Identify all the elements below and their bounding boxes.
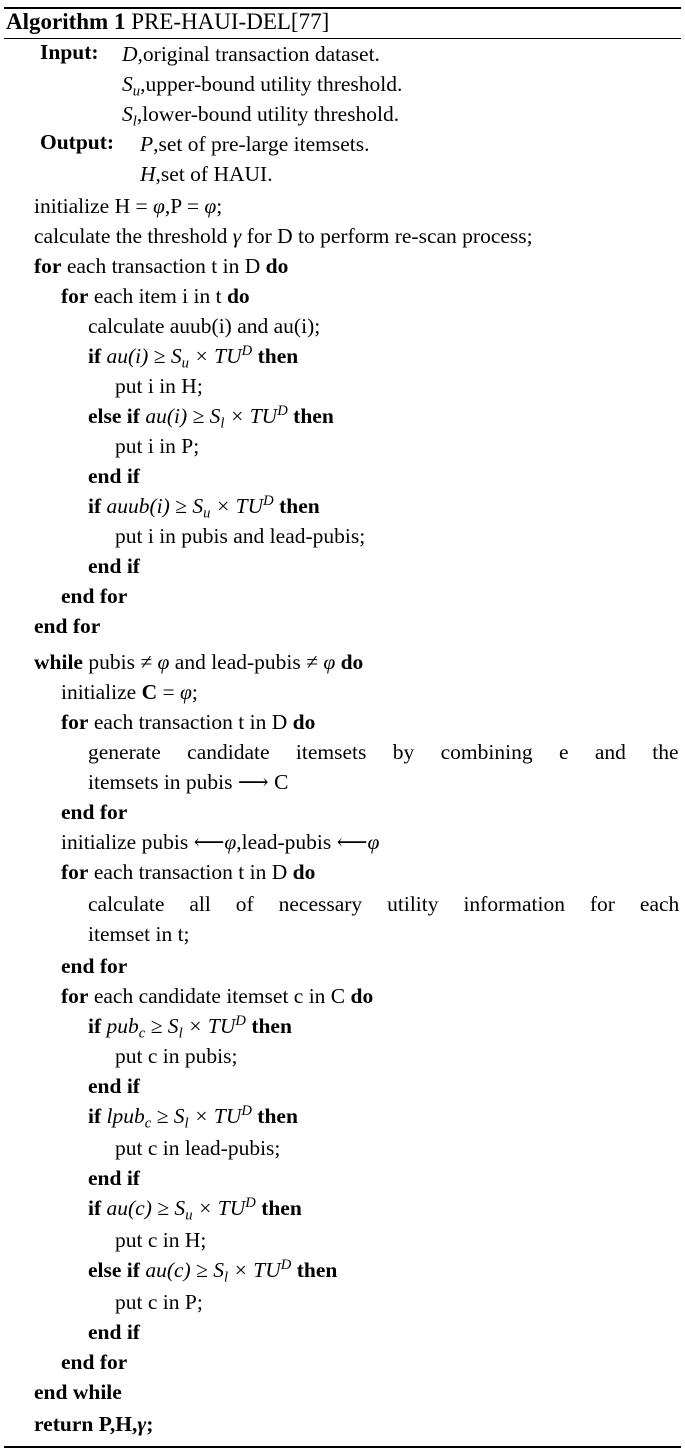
line-end-if-4: end if <box>88 1166 140 1190</box>
line-elseif-au-lower: else if $au(i) \ge S_l \times TU^D$ then <box>88 402 334 432</box>
line-end-if-2: end if <box>88 554 140 578</box>
algorithm-label: Algorithm 1 <box>6 9 126 34</box>
bottom-rule <box>4 1446 681 1448</box>
line-put-c-in-lead-pubis: put c in lead-pubis; <box>115 1136 281 1160</box>
line-put-c-in-h: put c in H; <box>115 1228 207 1252</box>
line-elseif-au-c-lower: else if $au(c) \ge S_l \times TU^D$ then <box>88 1256 338 1286</box>
line-initialize-h-p: initialize H = φ,P = φ; <box>34 194 223 218</box>
line-itemset-in-t: itemset in t; <box>88 922 190 946</box>
input-item-lower-threshold: $S_l,lower$-bound utility threshold. <box>122 102 400 130</box>
line-end-for-transaction: end for <box>34 614 101 638</box>
line-end-for-4: end for <box>61 954 128 978</box>
line-if-lpub: if lpub$_c$ ≥ $S_l \times TU^D$ then <box>88 1102 298 1132</box>
algorithm-caption <box>6 9 329 35</box>
line-initialize-pubis: initialize pubis ⟵φ,lead-pubis ⟵φ <box>61 830 380 854</box>
algorithm-name: PRE-HAUI-DEL[77] <box>131 9 330 34</box>
line-calculate-utility: calculate all of necessary utility information for each <box>88 892 680 916</box>
line-generate-candidates: generate candidate itemsets by combining e and the <box>88 740 679 764</box>
input-item-upper-threshold: $S_u,upper$-bound utility threshold. <box>122 72 403 100</box>
line-end-for-5: end for <box>61 1350 128 1374</box>
line-itemsets-in-pubis: itemsets in pubis ⟶ C <box>88 770 289 794</box>
caption-rule <box>4 38 681 39</box>
line-while: while pubis ≠ φ and lead-pubis ≠ φ do <box>34 650 364 674</box>
line-for-transaction-2: for each transaction t in D do <box>61 710 316 734</box>
line-for-item: for each item i in t do <box>61 284 250 308</box>
output-label: Output: <box>40 130 115 154</box>
line-put-i-in-pubis: put i in pubis and lead-pubis; <box>115 524 366 548</box>
line-calculate-threshold: calculate the threshold γ for D to perform re-scan process; <box>34 224 533 248</box>
line-calculate-auub: calculate auub(i) and au(i); <box>88 314 321 338</box>
line-put-c-in-pubis: put c in pubis; <box>115 1044 238 1068</box>
line-put-i-in-h: put i in H; <box>115 374 203 398</box>
output-item-haui: H,set of HAUI. <box>140 162 273 186</box>
line-put-c-in-p: put c in P; <box>115 1290 203 1314</box>
line-end-for-3: end for <box>61 800 128 824</box>
line-if-au-upper: if $au(i) \ge S_u \times TU^D$ then <box>88 342 299 372</box>
input-item-dataset: D,original transaction dataset. <box>122 42 380 66</box>
line-end-if-1: end if <box>88 464 140 488</box>
input-label: Input: <box>40 40 99 64</box>
line-end-if-5: end if <box>88 1320 140 1344</box>
line-end-while: end while <box>34 1380 122 1404</box>
line-if-pub: if $pub_c \ge S_l \times TU^D$ then <box>88 1012 292 1042</box>
line-for-transaction-3: for each transaction t in D do <box>61 860 316 884</box>
line-return: return P,H,γ; <box>34 1412 154 1436</box>
line-put-i-in-p: put i in P; <box>115 434 200 458</box>
line-if-au-c-upper: if $au(c) \ge S_u \times TU^D$ then <box>88 1194 302 1224</box>
line-end-for-item: end for <box>61 584 128 608</box>
line-for-transaction: for each transaction t in D do <box>34 254 289 278</box>
line-if-auub-upper: if auub(i) ≥ $S_u \times TU^D$ then <box>88 492 320 522</box>
line-end-if-3: end if <box>88 1074 140 1098</box>
output-item-prelarge: P,set of pre-large itemsets. <box>140 132 370 156</box>
line-initialize-c: initialize C = φ; <box>61 680 198 704</box>
line-for-candidate: for each candidate itemset c in C do <box>61 984 374 1008</box>
